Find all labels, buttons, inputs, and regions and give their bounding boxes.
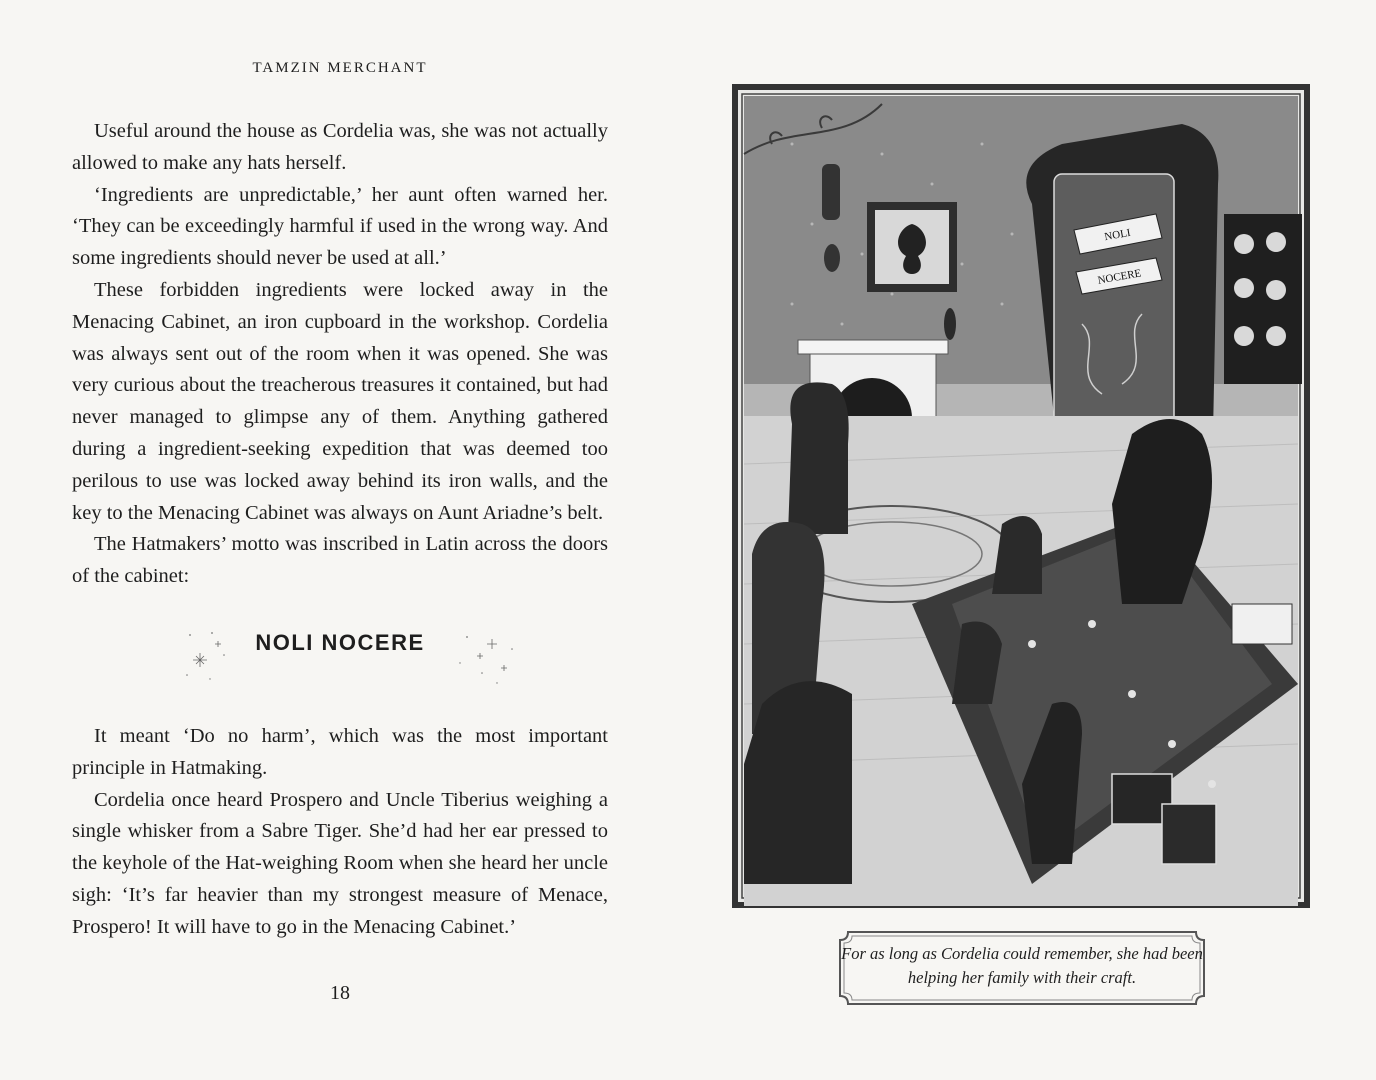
workshop-illustration [732,84,1310,908]
left-page [0,0,680,1080]
motto: NOLI NOCERE [255,629,425,655]
motto-block [72,593,608,721]
shelves [1224,214,1302,384]
paragraph: Cordelia once heard Prospero and Uncle Tiberius weighing a single whisker from a Sabre Tiger. She’d had her ear pressed to the keyhole of the Hat-weighing Room when she heard her uncle sigh: ‘It’s far heavier than my strongest measure of Menace, Prospero! It will have to go in the Menacing Cabinet.’ [72,788,608,938]
cabinet-banner-bottom: NOCERE [1096,267,1143,287]
paragraph: These forbidden ingredients were locked away in the Menacing Cabinet, an iron cupboard in the workshop. Cordelia was always sent out of the room when it was opened. She was very curious about the treacherous treasures it contained, but had never managed to glimpse any of them. Anything gathered during a ingredient-seeking expedition that was deemed too perilous to use was locked away behind its iron walls, and the key to the Menacing Cabinet was always on Aunt Ariadne’s belt. [72,278,608,524]
frame-picture [867,202,957,292]
paragraph: ‘Ingredients are unpredictable,’ her aunt often warned her. ‘They can be exceedingly harmful if used in the wrong way. And some ingredients should never be used at all.’ [72,183,608,270]
caption: For as long as Cordelia could remember, she had been helping her family with their craft. [841,944,1203,987]
paragraph: It meant ‘Do no harm’, which was the most important principle in Hatmaking. [72,724,608,779]
right-page [688,0,1376,1080]
page-number: 18 [330,982,350,1004]
paragraph: The Hatmakers’ motto was inscribed in Latin across the doors of the cabinet: [72,533,608,588]
caption-box [838,930,1206,1006]
body-text [72,116,608,944]
running-head: TAMZIN MERCHANT [252,60,428,76]
cabinet-banner-top: NOLI [1103,226,1132,244]
paragraph: Useful around the house as Cordelia was, she was not actually allowed to make any hats herself. [72,120,608,174]
